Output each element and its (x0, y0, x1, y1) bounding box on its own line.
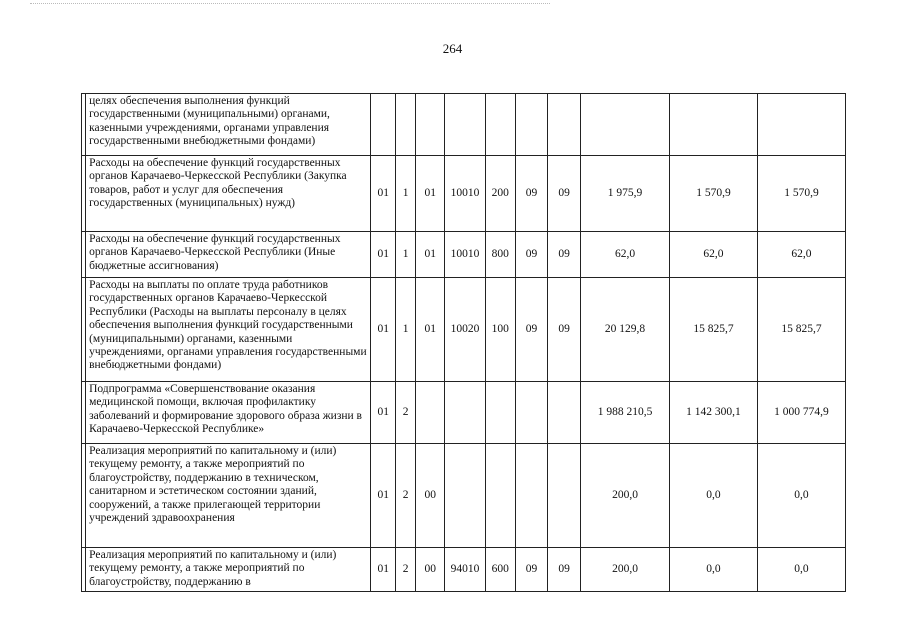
subsection-code: 09 (548, 156, 581, 232)
amount-year-2: 1 142 300,1 (670, 382, 758, 444)
expense-type-code (485, 444, 515, 548)
direction-code (445, 382, 486, 444)
expense-name: Расходы на обеспечение функций государственных органов Карачаево-Черкесской Республики (Закупка товаров, работ и услуг для обеспечения государственных (муниципальных) нужд) (86, 156, 371, 232)
activity-code: 01 (416, 232, 445, 278)
scan-edge-rule (30, 3, 550, 4)
section-code: 09 (515, 156, 548, 232)
subprogram-code: 1 (395, 278, 415, 382)
subsection-code (548, 444, 581, 548)
amount-year-2: 0,0 (670, 444, 758, 548)
subsection-code: 09 (548, 548, 581, 592)
direction-code: 94010 (445, 548, 486, 592)
section-code (515, 444, 548, 548)
amount-year-3: 15 825,7 (757, 278, 845, 382)
activity-code (416, 382, 445, 444)
activity-code: 01 (416, 278, 445, 382)
expense-name: Подпрограмма «Совершенствование оказания медицинской помощи, включая профилактику заболеваний и формирование здорового образа жизни в Карачаево-Черкесской Республике» (86, 382, 371, 444)
amount-year-1: 200,0 (581, 444, 670, 548)
expense-name: целях обеспечения выполнения функций государственными (муниципальными) органами, казенными учреждениями, органами управления государственными внебюджетными фондами) (86, 94, 371, 156)
amount-year-3: 0,0 (757, 548, 845, 592)
table-row (82, 278, 846, 382)
amount-year-1: 1 988 210,5 (581, 382, 670, 444)
subprogram-code: 2 (395, 444, 415, 548)
amount-year-2: 62,0 (670, 232, 758, 278)
table-row (82, 94, 846, 156)
expense-type-code: 800 (485, 232, 515, 278)
amount-year-1: 1 975,9 (581, 156, 670, 232)
subsection-code: 09 (548, 278, 581, 382)
program-code: 01 (371, 548, 396, 592)
subprogram-code (395, 94, 415, 156)
program-code (371, 94, 396, 156)
table-row (82, 548, 846, 592)
amount-year-3: 1 000 774,9 (757, 382, 845, 444)
expense-type-code: 100 (485, 278, 515, 382)
activity-code: 00 (416, 548, 445, 592)
amount-year-1: 20 129,8 (581, 278, 670, 382)
expense-name: Расходы на выплаты по оплате труда работников государственных органов Карачаево-Черкесской Республики (Расходы на выплаты персоналу в целях обеспечения выполнения функций государственными (муниципальными) органами, казенными учреждениями, органами управления государственными внебюджетными фондами) (86, 278, 371, 382)
program-code: 01 (371, 156, 396, 232)
activity-code: 01 (416, 156, 445, 232)
table-row (82, 444, 846, 548)
expense-type-code (485, 94, 515, 156)
amount-year-2: 15 825,7 (670, 278, 758, 382)
expense-type-code (485, 382, 515, 444)
amount-year-1 (581, 94, 670, 156)
expense-name: Расходы на обеспечение функций государственных органов Карачаево-Черкесской Республики (Иные бюджетные ассигнования) (86, 232, 371, 278)
section-code: 09 (515, 232, 548, 278)
subsection-code (548, 382, 581, 444)
activity-code: 00 (416, 444, 445, 548)
expense-name: Реализация мероприятий по капитальному и (или) текущему ремонту, а также мероприятий по благоустройству, поддержанию в техническом, санитарном и эстетическом состоянии зданий, сооружений, а также прилегающей территории учреждений здравоохранения (86, 444, 371, 548)
program-code: 01 (371, 444, 396, 548)
amount-year-1: 200,0 (581, 548, 670, 592)
direction-code (445, 444, 486, 548)
table-row (82, 232, 846, 278)
subprogram-code: 2 (395, 548, 415, 592)
expense-name: Реализация мероприятий по капитальному и (или) текущему ремонту, а также мероприятий по благоустройству, поддержанию в (86, 548, 371, 592)
amount-year-2: 0,0 (670, 548, 758, 592)
amount-year-2: 1 570,9 (670, 156, 758, 232)
amount-year-2 (670, 94, 758, 156)
amount-year-1: 62,0 (581, 232, 670, 278)
expense-type-code: 200 (485, 156, 515, 232)
amount-year-3: 62,0 (757, 232, 845, 278)
subsection-code (548, 94, 581, 156)
subprogram-code: 1 (395, 232, 415, 278)
program-code: 01 (371, 382, 396, 444)
amount-year-3: 0,0 (757, 444, 845, 548)
direction-code: 10010 (445, 232, 486, 278)
subprogram-code: 1 (395, 156, 415, 232)
amount-year-3: 1 570,9 (757, 156, 845, 232)
budget-table (81, 93, 846, 592)
subprogram-code: 2 (395, 382, 415, 444)
program-code: 01 (371, 278, 396, 382)
direction-code: 10010 (445, 156, 486, 232)
page-number: 264 (442, 41, 463, 56)
section-code: 09 (515, 278, 548, 382)
direction-code (445, 94, 486, 156)
subsection-code: 09 (548, 232, 581, 278)
table-row (82, 156, 846, 232)
program-code: 01 (371, 232, 396, 278)
section-code: 09 (515, 548, 548, 592)
direction-code: 10020 (445, 278, 486, 382)
expense-type-code: 600 (485, 548, 515, 592)
table-row (82, 382, 846, 444)
amount-year-3 (757, 94, 845, 156)
activity-code (416, 94, 445, 156)
section-code (515, 382, 548, 444)
section-code (515, 94, 548, 156)
